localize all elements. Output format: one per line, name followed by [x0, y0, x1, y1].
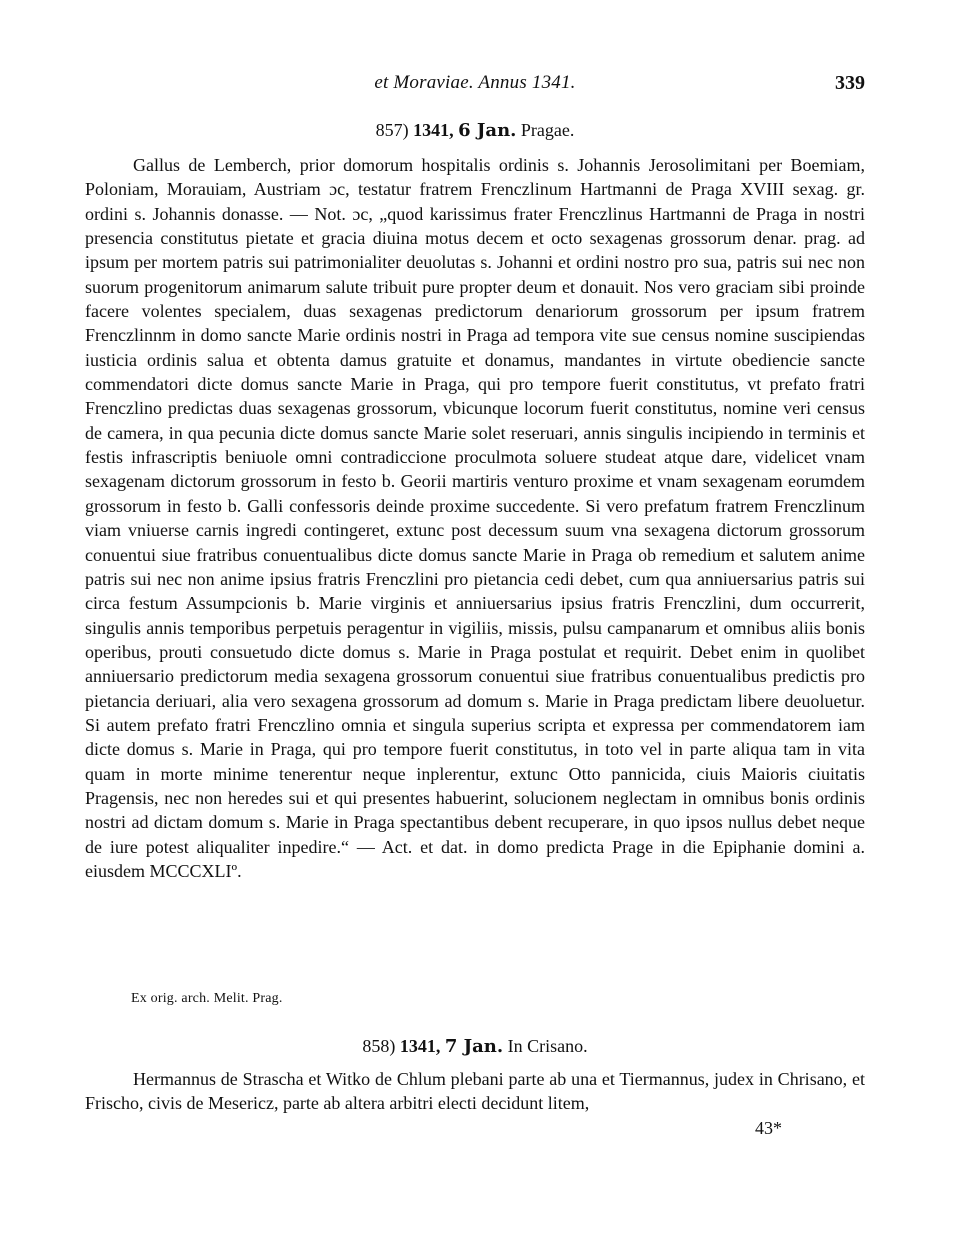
entry-place: Pragae.	[520, 120, 575, 140]
running-title: et Moraviae. Annus 1341.	[374, 72, 576, 93]
entry-place: In Crisano.	[507, 1036, 588, 1056]
entry-number: 857)	[375, 120, 409, 140]
entry-text-858: Hermannus de Strascha et Witko de Chlum plebani parte ab una et Tiermannus, judex in Chrisano, et Frischo, civis de Meseriсz, parte ab altera arbitri electi decidunt litem,	[85, 1069, 865, 1114]
sheet-signature-mark: 43*	[755, 1118, 782, 1138]
entry-year: 1341,	[413, 120, 454, 140]
entry-text-857: Gallus de Lemberch, prior domorum hospitalis ordinis s. Johannis Jerosolimitani per Boemiam, Poloniam, Morauiam, Austriam ɔc, testatur fratrem Frenczlinum Hartmanni de Praga XVIII sexag. gr. ordini s. Johannis donasse. — Not. ɔc, „quod karissimus frater Frenczlinus Hartmanni de Praga in nostri presencia constitutus pietate et gracia diuina motus decem et octo sexagenas grossorum denar. prag. ad ipsum per mortem patris sui patrimonialiter deuolutas s. Johanni et ordini nostro pro sua, patris sui nec non suorum progenitorum animarum salute tribuit pure propter deum et donauit. Nos vero graciam sibi proinde facere volentes specialem, duas sexagenas predictorum denariorum grossorum per ipsum fratrem Frenczlinnm in domo sancte Marie ordinis nostri in Praga ad tempora vite sue census nomine suscipiendas iusticia ordinis salua et obtenta damus gratuite et donamus, mandantes in virtute obediencie sancte commendatori dicte domus sancte Marie in Praga, qui pro tempore fuerit constitutus, vt prefato fratri Frenczlino predictas duas sexagenas grossorum, vbicunque locorum fuerit constitutus, nomine veri census de camera, in qua pecunia dicte domus sancte Marie solet reseruari, annis singulis incipiendo in terminis et festis infrascriptis beniuole omni contradiccione proculmota soluere studeat atque dare, videlicet vnam sexagenam dictorum grossorum in festo b. Georii martiris venturo proxime et vnam sexagenam eorumdem grossorum in festo b. Galli confessoris deinde proxime succedente. Si vero prefatum fratrem Frenczlinum viam vniuerse carnis ingredi contingeret, extunc post decessum suum vna sexagena dictorum grossorum conuentui siue fratribus conuentualibus dicte domus sancte Marie in Praga ob remedium et salutem anime patris sui nec non anime ipsius fratris Frenczlini pro pietancia cedi debet, cum qua anniuersarius patris sui circa festum Assumpcionis b. Marie virginis et anniuersarius ipsius fratris Frenczlini, dum occurrerit, singulis annis temporibus perpetuis peragentur in vigiliis, missis, pulsu campanarum et omnibus aliis bonis operibus, prouti consuetudo dicte domus s. Marie in Praga postulat et requirit. Debet enim in quolibet anniuersario predictorum media sexagena grossorum conuentui siue fratribus conuentualibus predictis pro pietancia deriuari, alia vero sexagena grossorum ad domum s. Marie in Praga predictam libere deuoluetur. Si autem prefato fratri Frenczlino omnia et singula superius scripta et expressa per commendatorem iam dicte domus s. Marie in Praga, qui pro tempore fuerit constitutus, in toto vel in parte aliqua tam in vita quam in morte minime tenerentur neque inplerentur, extunc Otto pannicida, ciuis Maioris ciuitatis Pragensis, nec non heredes sui et qui presentes habuerint, solucionem neglectam in omnibus bonis ordinis nostri ad dictam domum s. Marie in Praga spectantibus debent recuperare, in quo ipsos nullus debet neque de iure potest aliqualiter inpedire.“ — Act. et dat. in domo predicta Prage in die Epiphanie domini a. eiusdem MCCCXLIº.	[85, 155, 865, 881]
source-citation: Ex orig. arch. Melit. Prag.	[131, 991, 283, 1006]
entry-year: 1341,	[399, 1036, 441, 1056]
entry-number: 858)	[362, 1036, 396, 1056]
entry-day-month: 6 Jan.	[458, 120, 517, 141]
page-number: 339	[835, 72, 865, 94]
entry-heading-858	[85, 1036, 865, 1057]
entry-heading-857	[85, 120, 865, 141]
running-header	[85, 72, 865, 102]
entry-day-month: 7 Jan.	[444, 1036, 504, 1057]
